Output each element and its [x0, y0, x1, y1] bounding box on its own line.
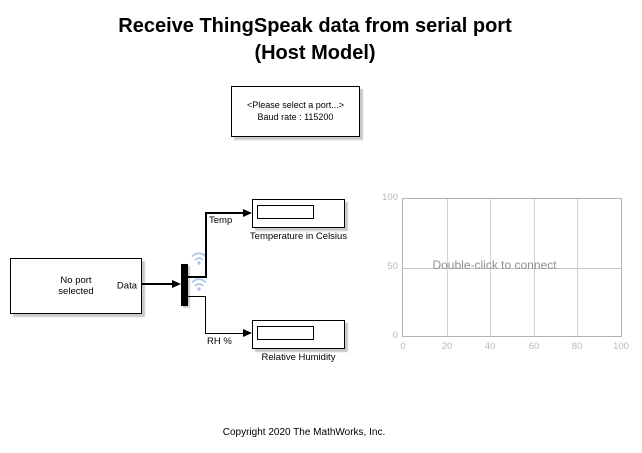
x-tick-label: 0 [400, 341, 406, 352]
temp-signal-label[interactable]: Temp [209, 215, 233, 226]
y-tick-label: 0 [392, 330, 398, 341]
source-block-label [58, 275, 93, 297]
y-tick-label: 100 [382, 192, 398, 203]
model-title-line1: Receive ThingSpeak data from serial port [118, 15, 512, 37]
baud-rate-text: Baud rate : 115200 [257, 111, 334, 122]
temperature-display-block[interactable] [252, 199, 345, 228]
wire-arrowhead [243, 209, 252, 217]
humidity-display-block[interactable] [252, 320, 345, 349]
x-tick-label: 40 [484, 341, 496, 352]
temperature-display-caption[interactable]: Temperature in Celsius [249, 231, 348, 242]
x-tick-label: 80 [571, 341, 583, 352]
serial-receive-block[interactable] [10, 258, 142, 314]
wire-arrowhead [172, 280, 181, 288]
serial-configuration-block[interactable] [231, 86, 360, 137]
serial-port-text: <Please select a port...> [246, 100, 345, 110]
humidity-wire-segment[interactable] [205, 333, 245, 335]
temp-wire-segment[interactable] [205, 212, 244, 214]
source-block-label-line1: No port [60, 275, 92, 286]
copyright-text: Copyright 2020 The MathWorks, Inc. [222, 427, 386, 438]
display-value-box [257, 205, 314, 219]
y-tick-label: 50 [387, 261, 398, 272]
output-port-label: Data [116, 280, 137, 292]
humidity-signal-label[interactable]: RH % [207, 336, 232, 347]
data-wire-segment[interactable] [142, 283, 173, 285]
display-value-box [257, 326, 314, 340]
scope-connect-hint[interactable]: Double-click to connect [432, 258, 557, 272]
x-tick-label: 100 [613, 341, 629, 352]
x-tick-label: 60 [528, 341, 540, 352]
humidity-wire-segment[interactable] [205, 296, 207, 334]
x-tick-label: 20 [441, 341, 453, 352]
temp-wire-segment[interactable] [205, 212, 207, 278]
model-title [0, 13, 630, 67]
demux-block[interactable] [181, 264, 188, 306]
model-title-line2: (Host Model) [254, 42, 376, 64]
wire-arrowhead [243, 329, 252, 337]
wireless-stream-icon[interactable] [191, 275, 207, 293]
humidity-wire-segment[interactable] [188, 296, 206, 298]
humidity-display-caption[interactable]: Relative Humidity [261, 352, 336, 363]
source-block-label-line2: selected [58, 286, 94, 297]
